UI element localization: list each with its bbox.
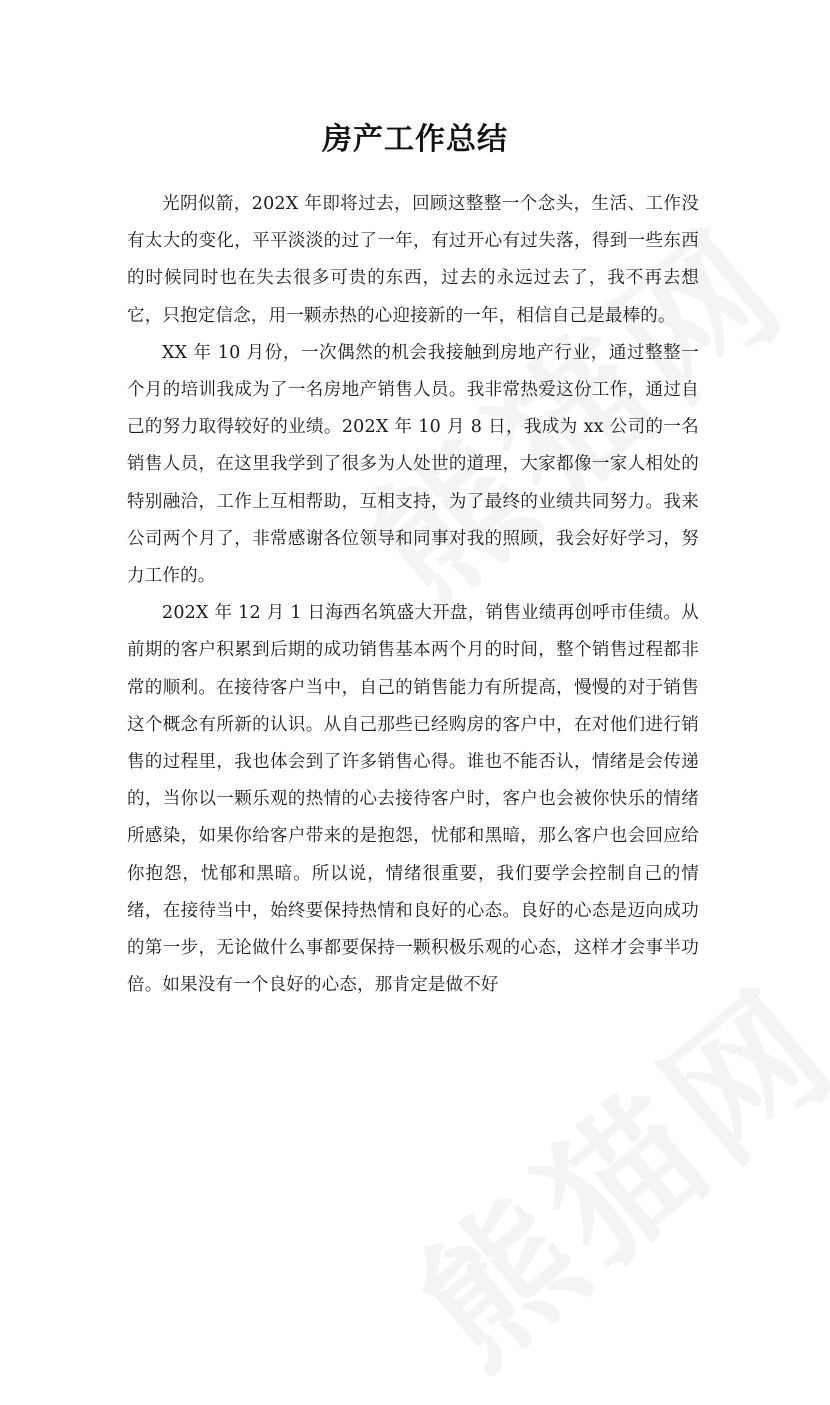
document-body [127, 186, 699, 1004]
paragraph: XX 年 10 月份，一次偶然的机会我接触到房地产行业，通过整整一个月的培训我成为了一名房地产销售人员。我非常热爱这份工作，通过自己的努力取得较好的业绩。202X 年 10 月 8 日，我成为 xx 公司的一名销售人员，在这里我学到了很多为人处世的道理，大家都像一家人相处的特别融洽，工作上互相帮助，互相支持，为了最终的业绩共同努力。我来公司两个月了，非常感谢各位领导和同事对我的照顾，我会好好学习，努力工作的。 [127, 342, 699, 587]
paragraph: 光阴似箭，202X 年即将过去，回顾这整整一个念头，生活、工作没有太大的变化，平平淡淡的过了一年，有过开心有过失落，得到一些东西的时候同时也在失去很多可贵的东西，过去的永远过去了，我不再去想它，只抱定信念，用一颗赤热的心迎接新的一年，相信自己是最棒的。 [127, 194, 699, 326]
paragraph: 202X 年 12 月 1 日海西名筑盛大开盘，销售业绩再创呼市佳绩。从前期的客户积累到后期的成功销售基本两个月的时间，整个销售过程都非常的顺利。在接待客户当中，自己的销售能力有所提高，慢慢的对于销售这个概念有所新的认识。从自己那些已经购房的客户中，在对他们进行销售的过程里，我也体会到了许多销售心得。谁也不能否认，情绪是会传递的，当你以一颗乐观的热情的心去接待客户时，客户也会被你快乐的情绪所感染，如果你给客户带来的是抱怨，忧郁和黑暗，那么客户也会回应给你抱怨，忧郁和黑暗。所以说，情绪很重要，我们要学会控制自己的情绪，在接待当中，始终要保持热情和良好的心态。良好的心态是迈向成功的第一步，无论做什么事都要保持一颗积极乐观的心态，这样才会事半功倍。如果没有一个良好的心态，那肯定是做不好 [127, 603, 699, 996]
document-title: 房产工作总结 [322, 122, 508, 157]
